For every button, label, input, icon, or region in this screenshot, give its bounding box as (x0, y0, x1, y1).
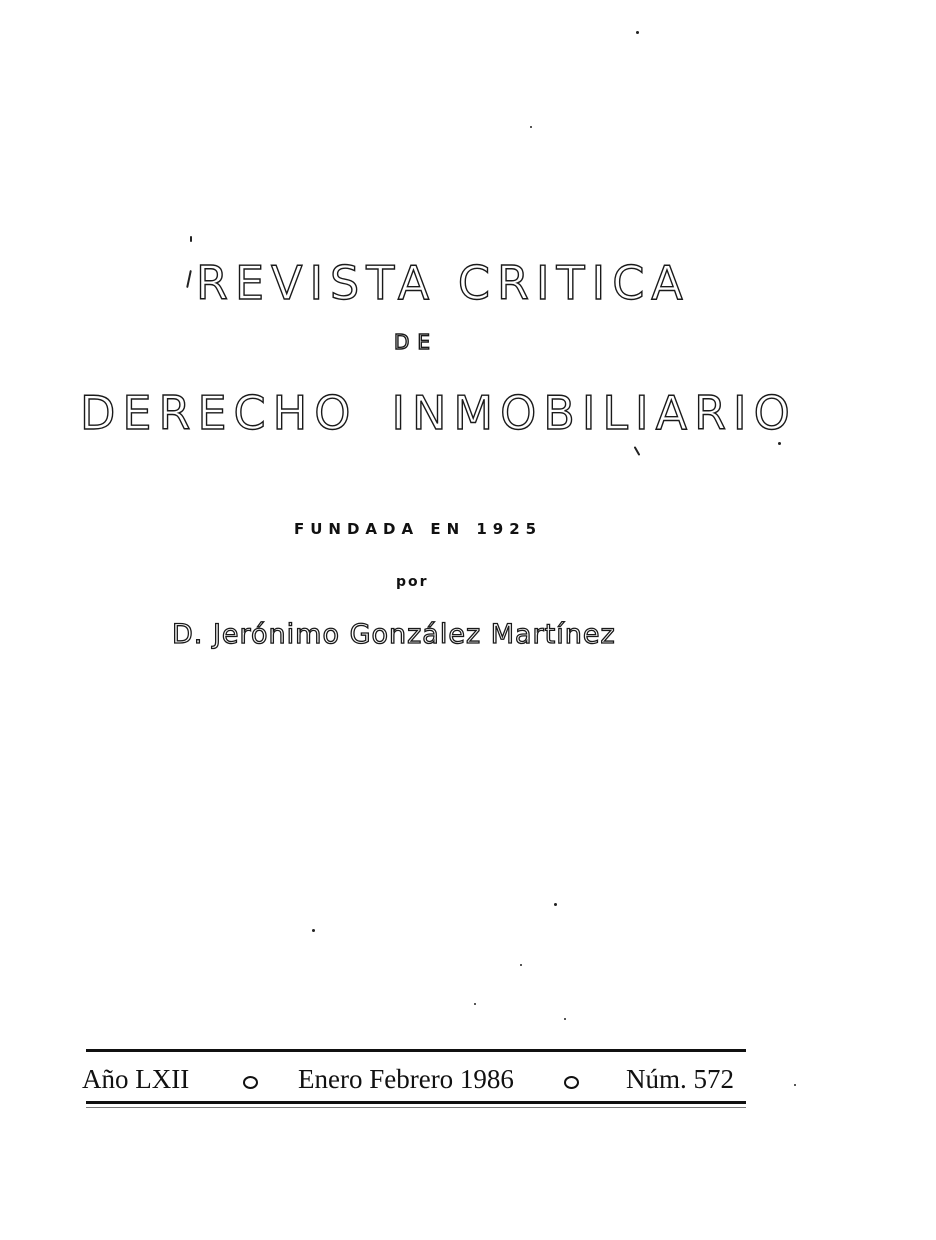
scan-speck (564, 1018, 566, 1020)
scan-speck (634, 446, 641, 456)
journal-title-line1: REVISTA CRITICA (196, 256, 690, 310)
scan-speck (520, 964, 522, 966)
circle-separator-icon (564, 1076, 579, 1089)
by-line: por (396, 574, 429, 590)
journal-title-inmobiliario: INMOBILIARIO (391, 386, 797, 440)
scan-speck (530, 126, 532, 128)
scan-speck (186, 270, 192, 288)
issue-number: Núm. 572 (626, 1064, 734, 1094)
founded-line: FUNDADA EN 1925 (294, 520, 543, 538)
footer-rule-bottom (86, 1101, 746, 1104)
footer-rule-top (86, 1049, 746, 1052)
journal-title-de: DE (394, 330, 439, 354)
journal-title-derecho: DERECHO (80, 386, 358, 440)
scan-speck (636, 31, 639, 34)
issue-footer (82, 1064, 748, 1098)
issue-date: Enero Febrero 1986 (298, 1064, 514, 1094)
founder-name: D. Jerónimo González Martínez (172, 619, 616, 650)
journal-title-line2 (80, 386, 797, 440)
footer-rule-bottom-thin (86, 1107, 746, 1108)
scan-speck (554, 903, 557, 906)
scan-speck (794, 1084, 796, 1086)
scan-speck (312, 929, 315, 932)
scan-speck (474, 1003, 476, 1005)
issue-year: Año LXII (82, 1064, 190, 1094)
circle-separator-icon (243, 1076, 258, 1089)
scan-speck (190, 236, 192, 242)
scan-speck (778, 442, 781, 445)
